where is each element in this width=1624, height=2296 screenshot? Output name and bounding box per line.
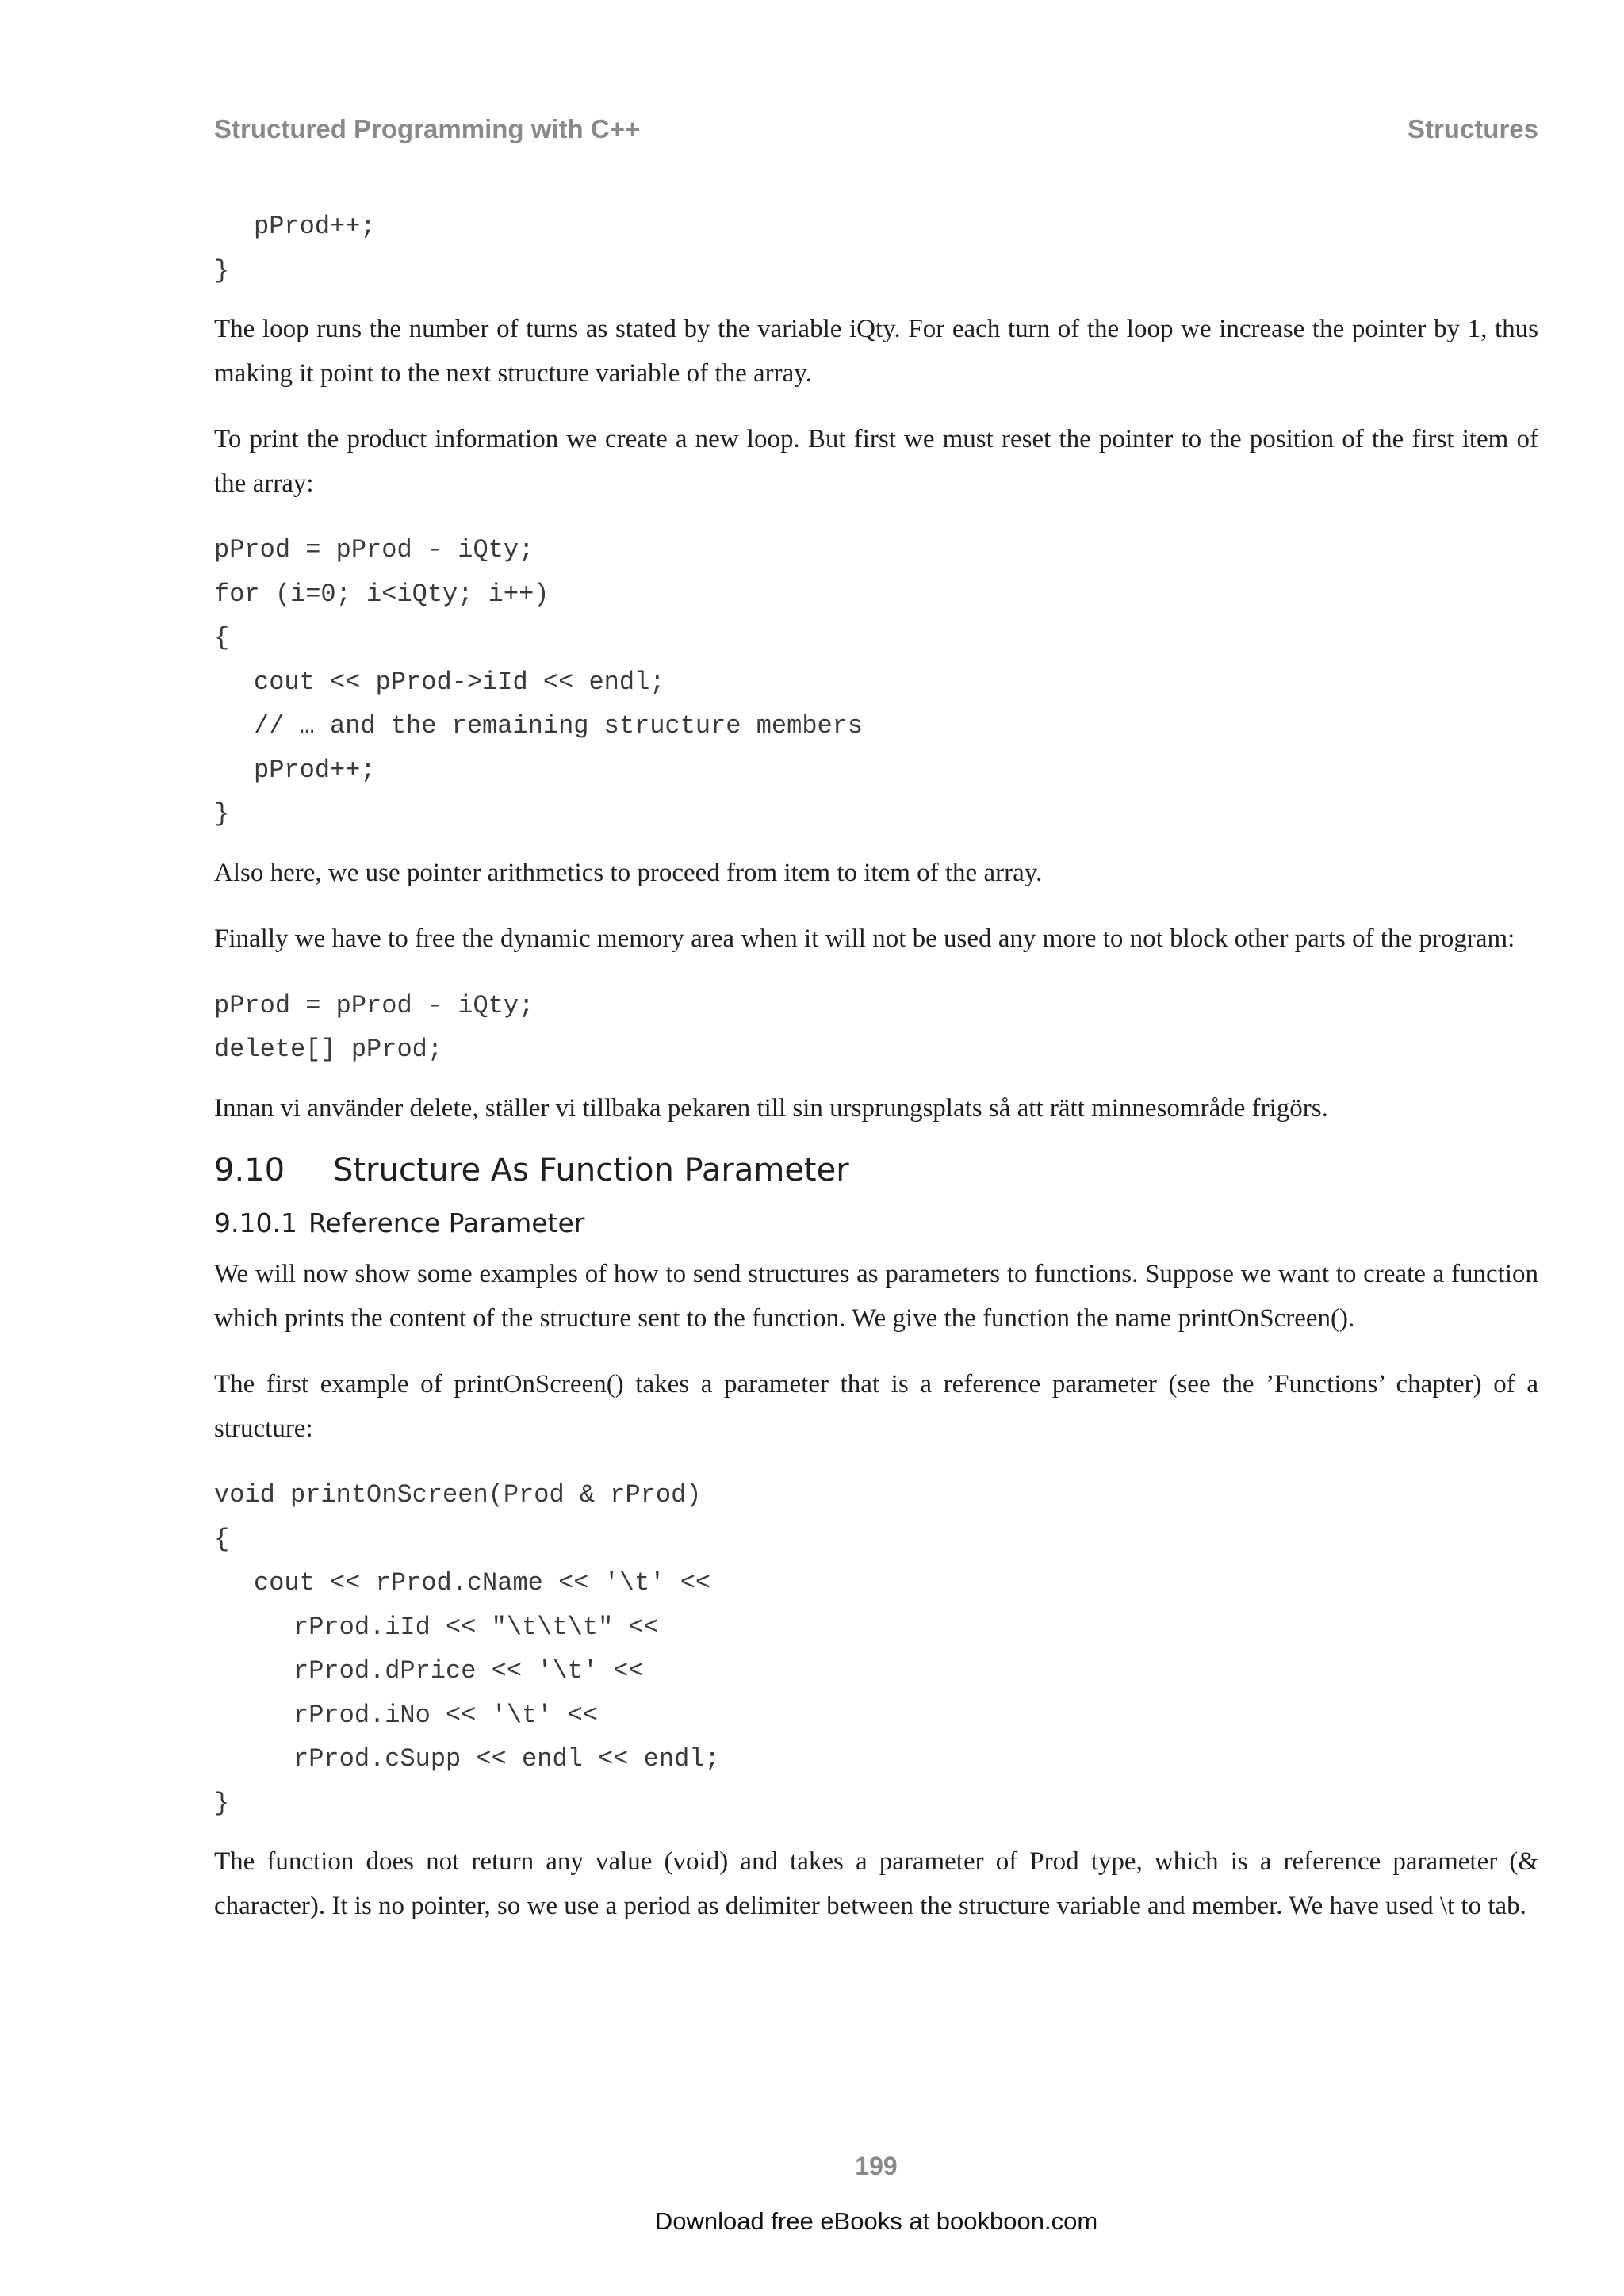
footer-download-link[interactable]: Download free eBooks at bookboon.com bbox=[654, 2207, 1098, 2235]
paragraph-pointer-arithmetics: Also here, we use pointer arithmetics to proceed from item to item of the array. bbox=[214, 858, 1043, 887]
code-line: delete[] pProd; bbox=[214, 1035, 443, 1064]
running-header bbox=[214, 114, 1538, 154]
code-line: for (i=0; i<iQty; i++) bbox=[214, 579, 550, 609]
page-number: 199 bbox=[855, 2152, 898, 2180]
paragraph-examples-intro: We will now show some examples of how to send structures as parameters to functions. Suppose we want to create a function which prints the content of the structure sent to the function. We give the function the name printOnScreen(). bbox=[214, 1260, 1538, 1333]
paragraph-swedish-note: Innan vi använder delete, ställer vi tillbaka pekaren till sin ursprungsplats så att rätt minnesområde frigörs. bbox=[214, 1093, 1328, 1123]
code-line: } bbox=[214, 799, 230, 828]
paragraph-first-example: The first example of printOnScreen() takes a parameter that is a reference parameter (see the ’Functions’ chapter) of a structure: bbox=[214, 1370, 1538, 1443]
code-line: rProd.iNo << '\t' << bbox=[293, 1700, 599, 1730]
code-line: cout << rProd.cName << '\t' << bbox=[254, 1568, 711, 1598]
section-heading bbox=[214, 1146, 1538, 1194]
subsection-heading bbox=[214, 1203, 1538, 1243]
code-line: // … and the remaining structure members bbox=[254, 711, 864, 740]
chapter-title: Structures bbox=[1407, 114, 1538, 144]
code-line: pProd++; bbox=[254, 755, 376, 785]
code-line: rProd.dPrice << '\t' << bbox=[293, 1656, 644, 1686]
code-line: pProd++; bbox=[254, 212, 376, 241]
code-line: } bbox=[214, 255, 230, 285]
paragraph-function-explanation: The function does not return any value (void) and takes a parameter of Prod type, which is a reference parameter (& character). It is no pointer, so we use a period as delimiter between the structure variable and member. We have used \t to tab. bbox=[214, 1847, 1538, 1920]
page-content bbox=[214, 205, 1538, 1928]
code-block-print-loop bbox=[214, 528, 1538, 836]
book-title: Structured Programming with C++ bbox=[214, 114, 641, 144]
code-block-top bbox=[214, 205, 1538, 293]
code-block-print-function bbox=[214, 1473, 1538, 1825]
code-line: void printOnScreen(Prod & rProd) bbox=[214, 1480, 702, 1510]
code-line: cout << pProd->iId << endl; bbox=[254, 667, 665, 697]
subsection-title: Reference Parameter bbox=[308, 1207, 585, 1238]
paragraph-print-info: To print the product information we create a new loop. But first we must reset the pointer to the position of the first item of the array: bbox=[214, 425, 1538, 498]
code-line: { bbox=[214, 1524, 230, 1554]
code-line: pProd = pProd - iQty; bbox=[214, 990, 534, 1020]
code-line: rProd.cSupp << endl << endl; bbox=[293, 1744, 720, 1774]
code-block-delete bbox=[214, 984, 1538, 1072]
code-line: pProd = pProd - iQty; bbox=[214, 535, 534, 564]
section-title: Structure As Function Parameter bbox=[333, 1152, 849, 1188]
section-number: 9.10 bbox=[214, 1152, 285, 1188]
code-line: } bbox=[214, 1788, 230, 1818]
paragraph-loop-turns: The loop runs the number of turns as stated by the variable iQty. For each turn of the loop we increase the pointer by 1, thus making it point to the next structure variable of the array. bbox=[214, 315, 1538, 388]
paragraph-free-memory: Finally we have to free the dynamic memory area when it will not be used any more to not block other parts of the program: bbox=[214, 924, 1515, 953]
code-line: { bbox=[214, 623, 230, 652]
code-line: rProd.iId << "\t\t\t" << bbox=[293, 1612, 659, 1642]
subsection-number: 9.10.1 bbox=[214, 1207, 297, 1238]
